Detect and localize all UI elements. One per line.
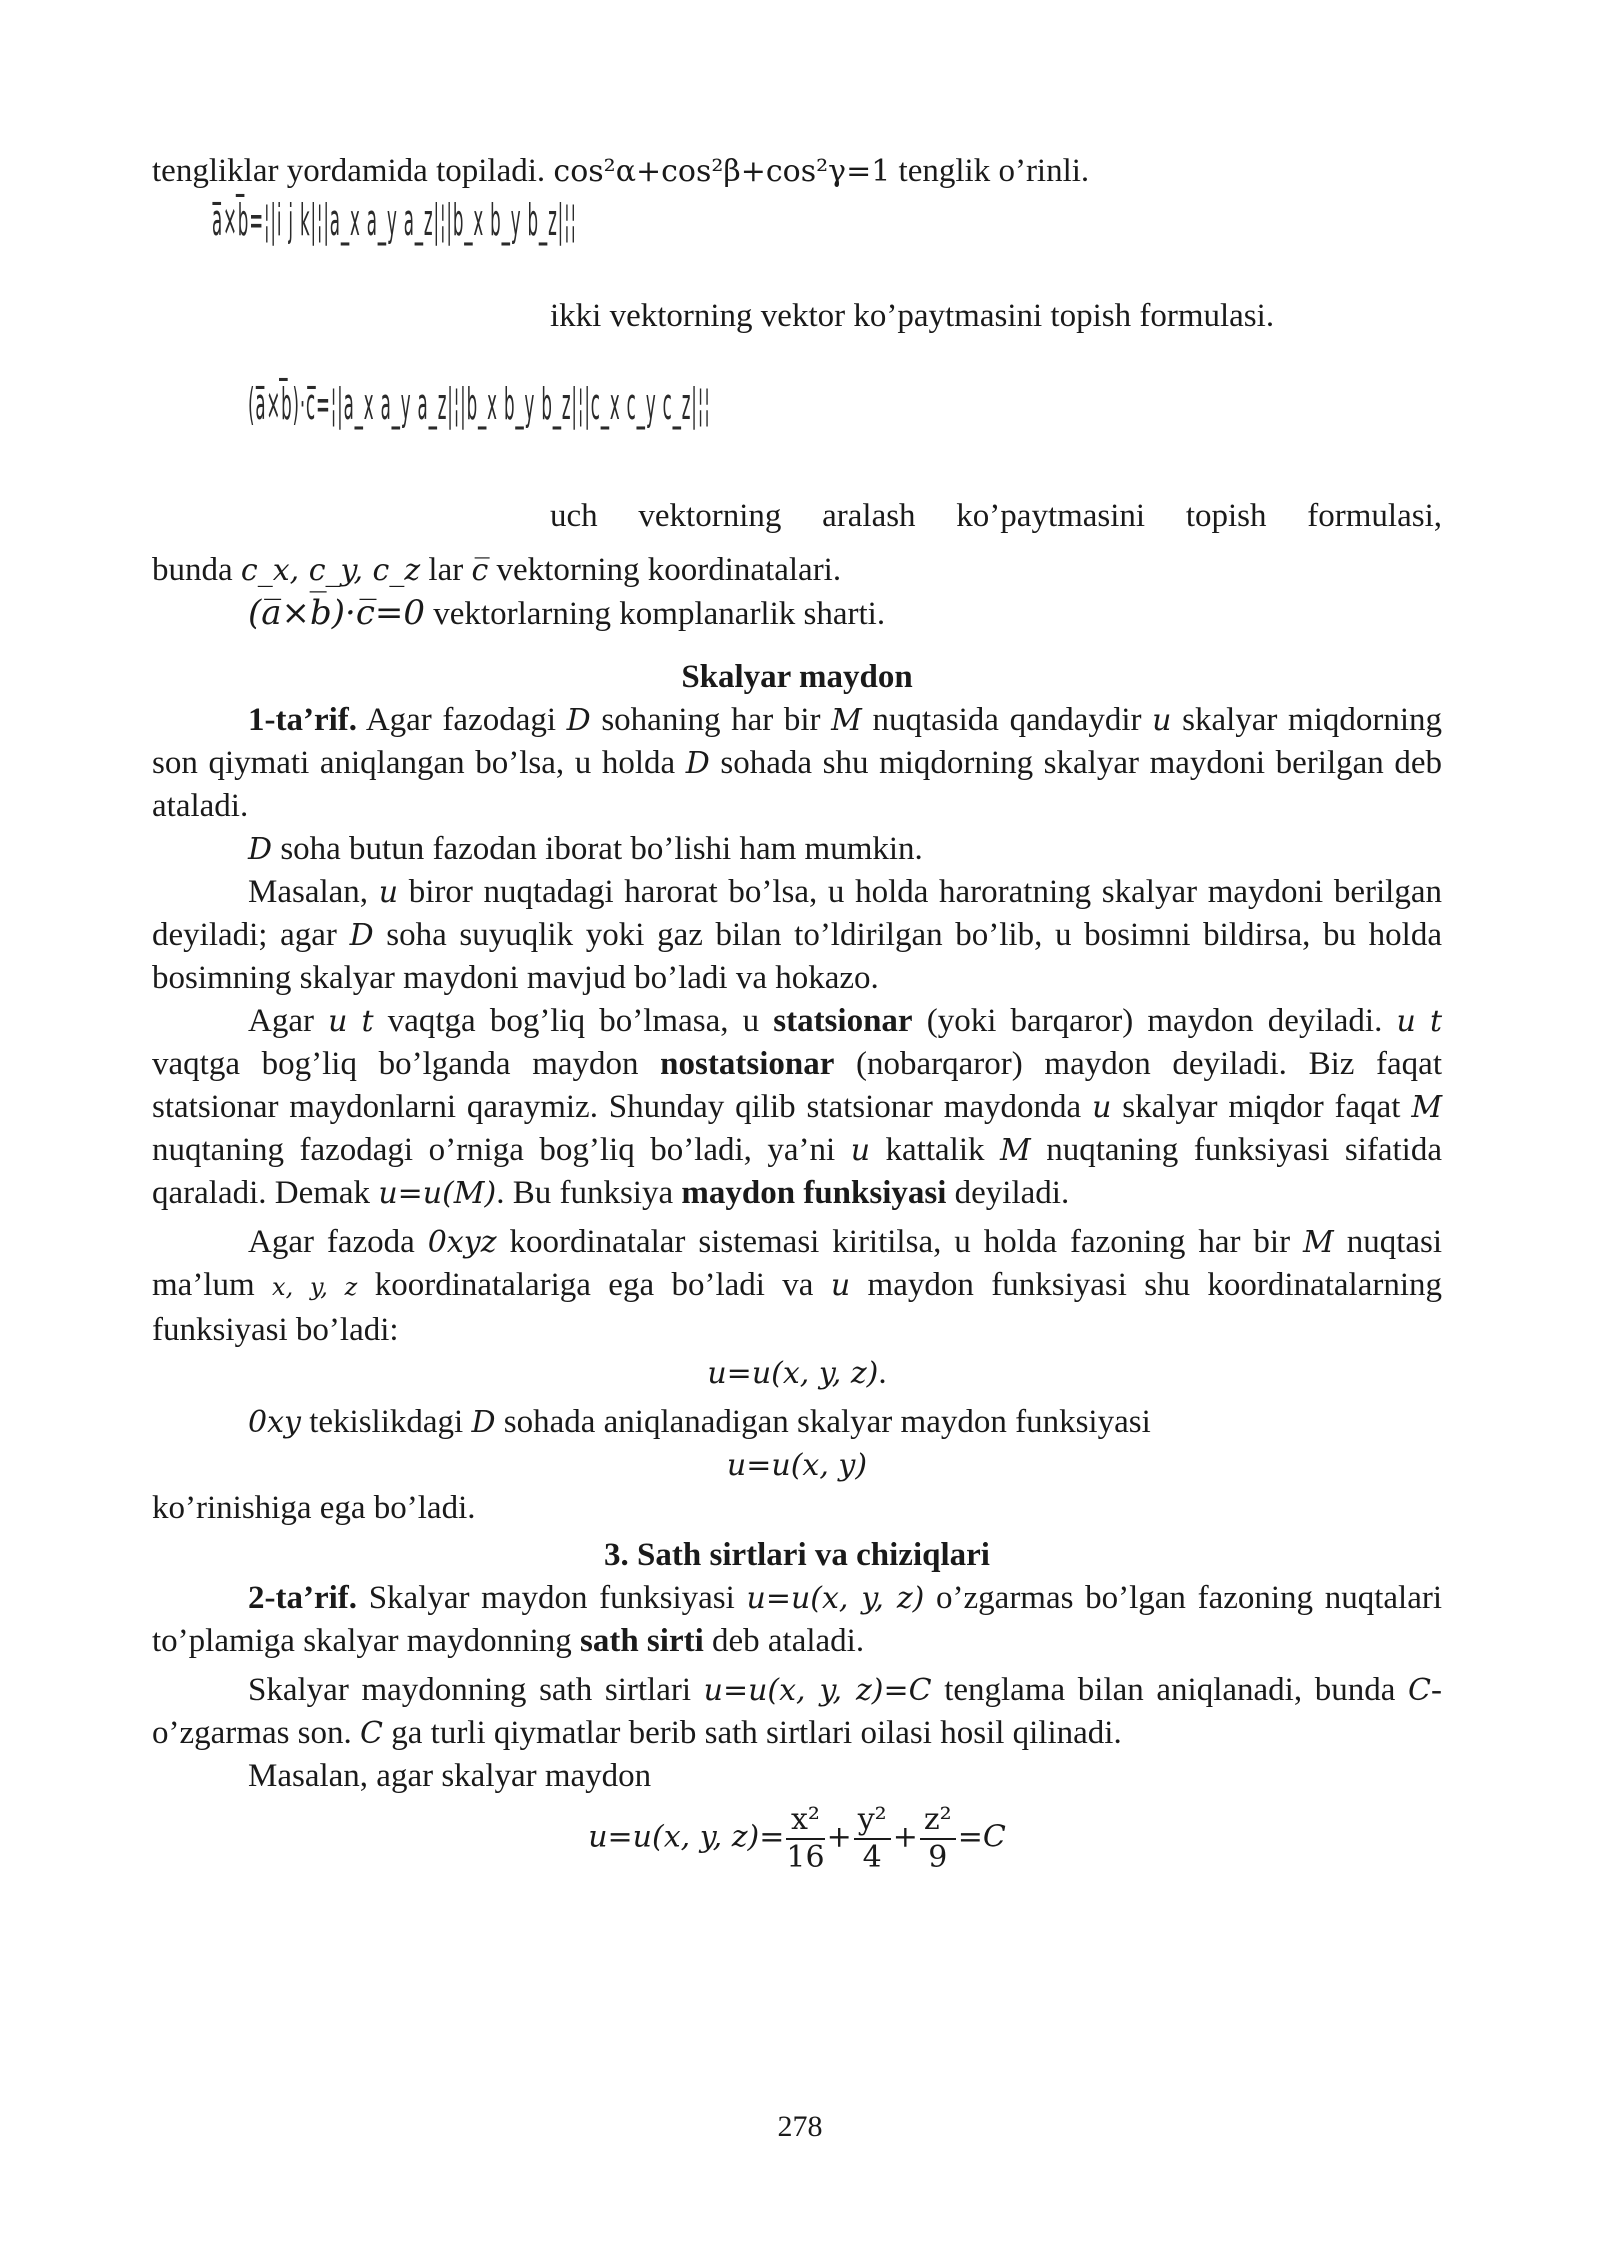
paragraph-soha: D soha butun fazodan iborat bo’lishi ham mumkin. <box>248 831 923 867</box>
text: tengliklar yordamida topiladi. <box>152 153 546 189</box>
paragraph-korinish: ko’rinishiga ega bo’ladi. <box>152 1490 476 1526</box>
formula-u-of-m: u=u(M) <box>378 1176 497 1211</box>
formula-u-xyz-line: u=u(x, y, z). <box>707 1355 887 1391</box>
formula-u-xy-line <box>152 1444 1442 1487</box>
definition-1: 1-ta’rif. Agar fazodagi D sohaning har bir M nuqtasida qandaydir u skalyar miqdorning son qiymati aniqlangan bo’lsa, u holda D sohada shu miqdorning skalyar maydoni berilgan deb ataladi. <box>152 702 1443 824</box>
page-number: 278 <box>777 2110 823 2143</box>
paragraph-oxy: 0xy tekislikdagi D sohada aniqlanadigan skalyar maydon funksiyasi <box>248 1404 1151 1440</box>
fraction-z: $\frac{\text{z²}}{9}$ <box>920 1802 956 1876</box>
formula-cosines: cos²α+cos²β+cos²γ=1 <box>553 154 891 189</box>
cross-product-block <box>152 193 1442 365</box>
paragraph-complanar: (a̅×b̅)·c̅=0 vektorlarning komplanarlik sharti. <box>248 593 886 633</box>
paragraph-masalan-last: Masalan, agar skalyar maydon <box>248 1758 652 1794</box>
formula-complanar: (a̅×b̅)·c̅=0 <box>248 593 426 633</box>
text: tenglik o’rinli. <box>898 153 1090 189</box>
definition-2: 2-ta’rif. Skalyar maydon funksiyasi u=u(x, y, z) o’zgarmas bo’lgan fazoning nuqtalari to’plamiga skalyar maydonning sath sirti deb ataladi. <box>152 1580 1443 1659</box>
cross-product-caption: ikki vektorning vektor ko’paytmasini topish formulasi. <box>550 298 1275 334</box>
cross-product-formula: a̅×b̅=¦|i j k|¦|a_x a_y a_z|¦|b_x b_y b_z|¦¦ <box>212 195 577 246</box>
formula-u-xyz: u=u(x, y, z) <box>707 1356 879 1391</box>
coords-c: c_x, c_y, c_z <box>240 553 421 588</box>
fraction-y: $\frac{\text{y²}}{4}$ <box>854 1802 891 1876</box>
mixed-product-block <box>152 365 1442 549</box>
heading-sath-sirtlari: 3. Sath sirtlari va chiziqlari <box>604 1537 990 1573</box>
mixed-product-formula: (a̅×b̅)·c̅=¦|a_x a_y a_z|¦|b_x b_y b_z|¦|c_x c_y c_z|¦¦ <box>248 379 711 430</box>
formula-ellipsoid: u=u(x, y, z)= $\frac{\text{x²}}{16}$ + $\frac{\text{y²}}{4}$ + $\frac{\text{z²}}{9}$ =C <box>588 1802 1006 1875</box>
paragraph-direction-cosines <box>152 150 1442 193</box>
paragraph-bunda: bunda c_x, c_y, c_z lar c̅ vektorning koordinatalari. <box>152 552 842 588</box>
vector-c: c̅ <box>471 553 489 588</box>
paragraph-statsionar: Agar u t vaqtga bog’liq bo’lmasa, u statsionar (yoki barqaror) maydon deyiladi. u t vaqtga bog’liq bo’lganda maydon nostatsionar (nobarqaror) maydon deyiladi. Biz faqat statsionar maydonlarni qaraymiz. Shunday qilib statsionar maydonda u skalyar miqdor faqat M nuqtaning fazodagi o’rniga bog’liq bo’ladi, ya’ni u kattalik M nuqtaning funksiyasi sifatida qaraladi. Demak u=u(M). Bu funksiya maydon funksiyasi deyiladi. <box>152 1003 1443 1211</box>
page-body <box>152 150 1442 1876</box>
heading-skalyar-maydon: Skalyar maydon <box>681 659 913 695</box>
fraction-x: $\frac{\text{x²}}{16}$ <box>786 1802 825 1875</box>
formula-u-xy: u=u(x, y) <box>726 1448 868 1483</box>
paragraph-masalan: Masalan, u biror nuqtadagi harorat bo’lsa, u holda haroratning skalyar maydoni berilgan deyiladi; agar D soha suyuqlik yoki gaz bilan to’ldirilgan bo’lib, u bosimni bildirsa, bu holda bosimning skalyar maydoni mavjud bo’ladi va hokazo. <box>152 874 1442 996</box>
paragraph-sath: Skalyar maydonning sath sirtlari u=u(x, y, z)=C tenglama bilan aniqlanadi, bunda C-o’zgarmas son. C ga turli qiymatlar berib sath sirtlari oilasi hosil qilinadi. <box>152 1672 1442 1751</box>
mixed-product-caption: uch vektorning aralash ko’paytmasini topish formulasi, <box>550 498 1442 534</box>
paragraph-fazo: Agar fazoda 0xyz koordinatalar sistemasi kiritilsa, u holda fazoning har bir M nuqtasi ma’lum x, y, z koordinatalariga ega bo’ladi va u maydon funksiyasi shu koordinatalarning funksiyasi bo’ladi: <box>152 1224 1443 1348</box>
